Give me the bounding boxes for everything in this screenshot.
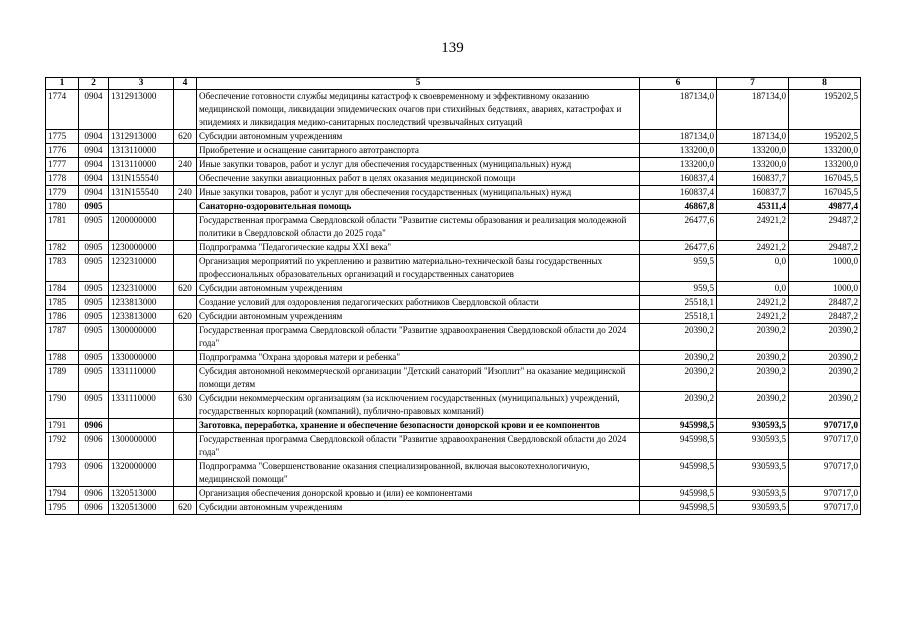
expense-type-code (174, 351, 197, 365)
column-header: 1 (46, 78, 79, 90)
amount-col6: 20390,2 (640, 365, 717, 392)
expense-type-code (174, 296, 197, 310)
item-name: Субсидия автономной некоммерческой организации "Детский санаторий "Изоплит" на оказание медицинской помощи детям (197, 365, 640, 392)
section-code: 0905 (79, 255, 109, 282)
amount-col8: 49877,4 (789, 200, 861, 214)
amount-col8: 970717,0 (789, 487, 861, 501)
amount-col7: 187134,0 (717, 130, 789, 144)
target-article-code: 1331110000 (109, 365, 174, 392)
section-code: 0904 (79, 90, 109, 130)
target-article-code: 1200000000 (109, 214, 174, 241)
amount-col7: 24921,2 (717, 214, 789, 241)
target-article-code: 1312913000 (109, 130, 174, 144)
target-article-code: 1320513000 (109, 487, 174, 501)
expense-type-code: 630 (174, 392, 197, 419)
section-code: 0906 (79, 433, 109, 460)
amount-col6: 187134,0 (640, 130, 717, 144)
item-name: Государственная программа Свердловской области "Развитие здравоохранения Свердловской области до 2024 года" (197, 324, 640, 351)
target-article-code: 1300000000 (109, 433, 174, 460)
row-number: 1786 (46, 310, 79, 324)
amount-col7: 930593,5 (717, 501, 789, 515)
amount-col6: 25518,1 (640, 310, 717, 324)
amount-col8: 29487,2 (789, 214, 861, 241)
row-number: 1781 (46, 214, 79, 241)
item-name: Субсидии автономным учреждениям (197, 130, 640, 144)
row-number: 1791 (46, 419, 79, 433)
target-article-code (109, 200, 174, 214)
row-number: 1792 (46, 433, 79, 460)
table-row (46, 241, 861, 255)
expense-type-code (174, 255, 197, 282)
item-name: Организация мероприятий по укреплению и развитию материально-технической базы государственных профессиональных образовательных организаций и государственных санаториев (197, 255, 640, 282)
item-name: Подпрограмма "Охрана здоровья матери и ребенка" (197, 351, 640, 365)
table-row (46, 282, 861, 296)
column-header: 2 (79, 78, 109, 90)
section-code: 0905 (79, 392, 109, 419)
amount-col8: 29487,2 (789, 241, 861, 255)
row-number: 1782 (46, 241, 79, 255)
target-article-code: 1233813000 (109, 310, 174, 324)
amount-col8: 970717,0 (789, 433, 861, 460)
amount-col7: 24921,2 (717, 310, 789, 324)
table-row (46, 324, 861, 351)
row-number: 1780 (46, 200, 79, 214)
target-article-code: 131N155540 (109, 172, 174, 186)
target-article-code: 1320513000 (109, 501, 174, 515)
amount-col8: 20390,2 (789, 324, 861, 351)
expense-type-code (174, 90, 197, 130)
amount-col8: 1000,0 (789, 282, 861, 296)
amount-col8: 28487,2 (789, 296, 861, 310)
amount-col6: 133200,0 (640, 144, 717, 158)
item-name: Государственная программа Свердловской области "Развитие здравоохранения Свердловской области до 2024 года" (197, 433, 640, 460)
expense-type-code (174, 419, 197, 433)
section-code: 0905 (79, 282, 109, 296)
expense-type-code (174, 172, 197, 186)
amount-col6: 187134,0 (640, 90, 717, 130)
row-number: 1777 (46, 158, 79, 172)
amount-col6: 945998,5 (640, 501, 717, 515)
section-code: 0906 (79, 501, 109, 515)
row-number: 1774 (46, 90, 79, 130)
amount-col8: 167045,5 (789, 186, 861, 200)
target-article-code: 1230000000 (109, 241, 174, 255)
column-header: 3 (109, 78, 174, 90)
amount-col7: 0,0 (717, 255, 789, 282)
table-row (46, 255, 861, 282)
amount-col8: 133200,0 (789, 158, 861, 172)
amount-col8: 1000,0 (789, 255, 861, 282)
amount-col6: 46867,8 (640, 200, 717, 214)
item-name: Организация обеспечения донорской кровью и (или) ее компонентами (197, 487, 640, 501)
amount-col6: 959,5 (640, 282, 717, 296)
table-row (46, 214, 861, 241)
amount-col6: 945998,5 (640, 419, 717, 433)
budget-table (45, 77, 861, 515)
item-name: Подпрограмма "Совершенствование оказания специализированной, включая высокотехнологичную, медицинской помощи" (197, 460, 640, 487)
amount-col6: 959,5 (640, 255, 717, 282)
table-row (46, 365, 861, 392)
section-code: 0904 (79, 158, 109, 172)
expense-type-code (174, 460, 197, 487)
row-number: 1776 (46, 144, 79, 158)
amount-col8: 20390,2 (789, 365, 861, 392)
amount-col7: 24921,2 (717, 296, 789, 310)
row-number: 1783 (46, 255, 79, 282)
target-article-code: 1330000000 (109, 351, 174, 365)
table-row (46, 310, 861, 324)
table-row (46, 501, 861, 515)
section-code: 0905 (79, 241, 109, 255)
section-code: 0904 (79, 172, 109, 186)
item-name: Субсидии автономным учреждениям (197, 501, 640, 515)
amount-col6: 25518,1 (640, 296, 717, 310)
amount-col6: 26477,6 (640, 241, 717, 255)
section-code: 0905 (79, 214, 109, 241)
item-name: Создание условий для оздоровления педагогических работников Свердловской области (197, 296, 640, 310)
table-row (46, 392, 861, 419)
column-header: 7 (717, 78, 789, 90)
page-number: 139 (441, 40, 464, 56)
table-row (46, 172, 861, 186)
table-row (46, 144, 861, 158)
amount-col7: 160837,7 (717, 172, 789, 186)
table-row (46, 158, 861, 172)
item-name: Обеспечение готовности службы медицины катастроф к своевременному и эффективному оказанию медицинской помощи, ликвидации эпидемических очагов при стихийных бедствиях, авариях, катастрофах и эпидемиях и ликвидация медико-санитарных последствий чрезвычайных ситуаций (197, 90, 640, 130)
expense-type-code (174, 324, 197, 351)
amount-col6: 20390,2 (640, 324, 717, 351)
header-row (46, 78, 861, 90)
amount-col6: 945998,5 (640, 487, 717, 501)
amount-col8: 28487,2 (789, 310, 861, 324)
amount-col6: 26477,6 (640, 214, 717, 241)
table-row (46, 487, 861, 501)
section-code: 0905 (79, 351, 109, 365)
section-code: 0905 (79, 200, 109, 214)
row-number: 1775 (46, 130, 79, 144)
expense-type-code: 620 (174, 130, 197, 144)
column-header: 8 (789, 78, 861, 90)
row-number: 1793 (46, 460, 79, 487)
amount-col7: 133200,0 (717, 158, 789, 172)
amount-col6: 20390,2 (640, 351, 717, 365)
section-code: 0906 (79, 419, 109, 433)
target-article-code: 1300000000 (109, 324, 174, 351)
amount-col6: 160837,4 (640, 186, 717, 200)
amount-col7: 20390,2 (717, 324, 789, 351)
item-name: Обеспечение закупки авиационных работ в целях оказания медицинской помощи (197, 172, 640, 186)
column-header: 5 (197, 78, 640, 90)
row-number: 1778 (46, 172, 79, 186)
item-name: Приобретение и оснащение санитарного автотранспорта (197, 144, 640, 158)
table-row (46, 296, 861, 310)
table-row (46, 186, 861, 200)
amount-col7: 20390,2 (717, 392, 789, 419)
amount-col8: 195202,5 (789, 130, 861, 144)
expense-type-code (174, 365, 197, 392)
amount-col8: 970717,0 (789, 460, 861, 487)
amount-col7: 930593,5 (717, 433, 789, 460)
amount-col7: 930593,5 (717, 419, 789, 433)
amount-col7: 930593,5 (717, 487, 789, 501)
amount-col8: 970717,0 (789, 419, 861, 433)
amount-col7: 930593,5 (717, 460, 789, 487)
table-row (46, 130, 861, 144)
item-name: Государственная программа Свердловской области "Развитие системы образования и реализация молодежной политики в Свердловской области до 2025 года" (197, 214, 640, 241)
amount-col7: 187134,0 (717, 90, 789, 130)
expense-type-code (174, 241, 197, 255)
amount-col7: 160837,7 (717, 186, 789, 200)
expense-type-code: 240 (174, 186, 197, 200)
column-header: 4 (174, 78, 197, 90)
expense-type-code: 620 (174, 282, 197, 296)
item-name: Заготовка, переработка, хранение и обеспечение безопасности донорской крови и ее компонентов (197, 419, 640, 433)
section-code: 0904 (79, 186, 109, 200)
amount-col7: 20390,2 (717, 365, 789, 392)
expense-type-code (174, 144, 197, 158)
expense-type-code (174, 487, 197, 501)
section-code: 0905 (79, 310, 109, 324)
item-name: Субсидии автономным учреждениям (197, 282, 640, 296)
amount-col6: 945998,5 (640, 433, 717, 460)
expense-type-code: 620 (174, 501, 197, 515)
amount-col6: 160837,4 (640, 172, 717, 186)
target-article-code: 1233813000 (109, 296, 174, 310)
target-article-code: 131N155540 (109, 186, 174, 200)
expense-type-code (174, 433, 197, 460)
table-row (46, 419, 861, 433)
amount-col7: 133200,0 (717, 144, 789, 158)
item-name: Субсидии автономным учреждениям (197, 310, 640, 324)
column-header: 6 (640, 78, 717, 90)
item-name: Иные закупки товаров, работ и услуг для обеспечения государственных (муниципальных) нужд (197, 186, 640, 200)
section-code: 0905 (79, 324, 109, 351)
section-code: 0906 (79, 460, 109, 487)
row-number: 1789 (46, 365, 79, 392)
amount-col6: 945998,5 (640, 460, 717, 487)
target-article-code: 1232310000 (109, 282, 174, 296)
amount-col7: 45311,4 (717, 200, 789, 214)
amount-col6: 20390,2 (640, 392, 717, 419)
target-article-code: 1312913000 (109, 90, 174, 130)
target-article-code: 1320000000 (109, 460, 174, 487)
amount-col8: 167045,5 (789, 172, 861, 186)
target-article-code: 1313110000 (109, 158, 174, 172)
item-name: Иные закупки товаров, работ и услуг для обеспечения государственных (муниципальных) нужд (197, 158, 640, 172)
row-number: 1784 (46, 282, 79, 296)
table-row (46, 90, 861, 130)
table-row (46, 200, 861, 214)
section-code: 0904 (79, 144, 109, 158)
section-code: 0905 (79, 365, 109, 392)
amount-col6: 133200,0 (640, 158, 717, 172)
table-row (46, 433, 861, 460)
amount-col8: 195202,5 (789, 90, 861, 130)
section-code: 0904 (79, 130, 109, 144)
row-number: 1787 (46, 324, 79, 351)
section-code: 0905 (79, 296, 109, 310)
amount-col8: 133200,0 (789, 144, 861, 158)
section-code: 0906 (79, 487, 109, 501)
expense-type-code: 240 (174, 158, 197, 172)
expense-type-code (174, 200, 197, 214)
item-name: Подпрограмма "Педагогические кадры XXI века" (197, 241, 640, 255)
amount-col7: 20390,2 (717, 351, 789, 365)
amount-col7: 0,0 (717, 282, 789, 296)
expense-type-code (174, 214, 197, 241)
target-article-code (109, 419, 174, 433)
row-number: 1795 (46, 501, 79, 515)
amount-col8: 20390,2 (789, 392, 861, 419)
table-row (46, 460, 861, 487)
row-number: 1779 (46, 186, 79, 200)
row-number: 1788 (46, 351, 79, 365)
target-article-code: 1232310000 (109, 255, 174, 282)
expense-type-code: 620 (174, 310, 197, 324)
table-row (46, 351, 861, 365)
target-article-code: 1331110000 (109, 392, 174, 419)
amount-col8: 20390,2 (789, 351, 861, 365)
amount-col8: 970717,0 (789, 501, 861, 515)
item-name: Санаторно-оздоровительная помощь (197, 200, 640, 214)
amount-col7: 24921,2 (717, 241, 789, 255)
target-article-code: 1313110000 (109, 144, 174, 158)
row-number: 1785 (46, 296, 79, 310)
item-name: Субсидии некоммерческим организациям (за исключением государственных (муниципальных) учреждений, государственных корпораций (компаний), публично-правовых компаний) (197, 392, 640, 419)
row-number: 1790 (46, 392, 79, 419)
row-number: 1794 (46, 487, 79, 501)
